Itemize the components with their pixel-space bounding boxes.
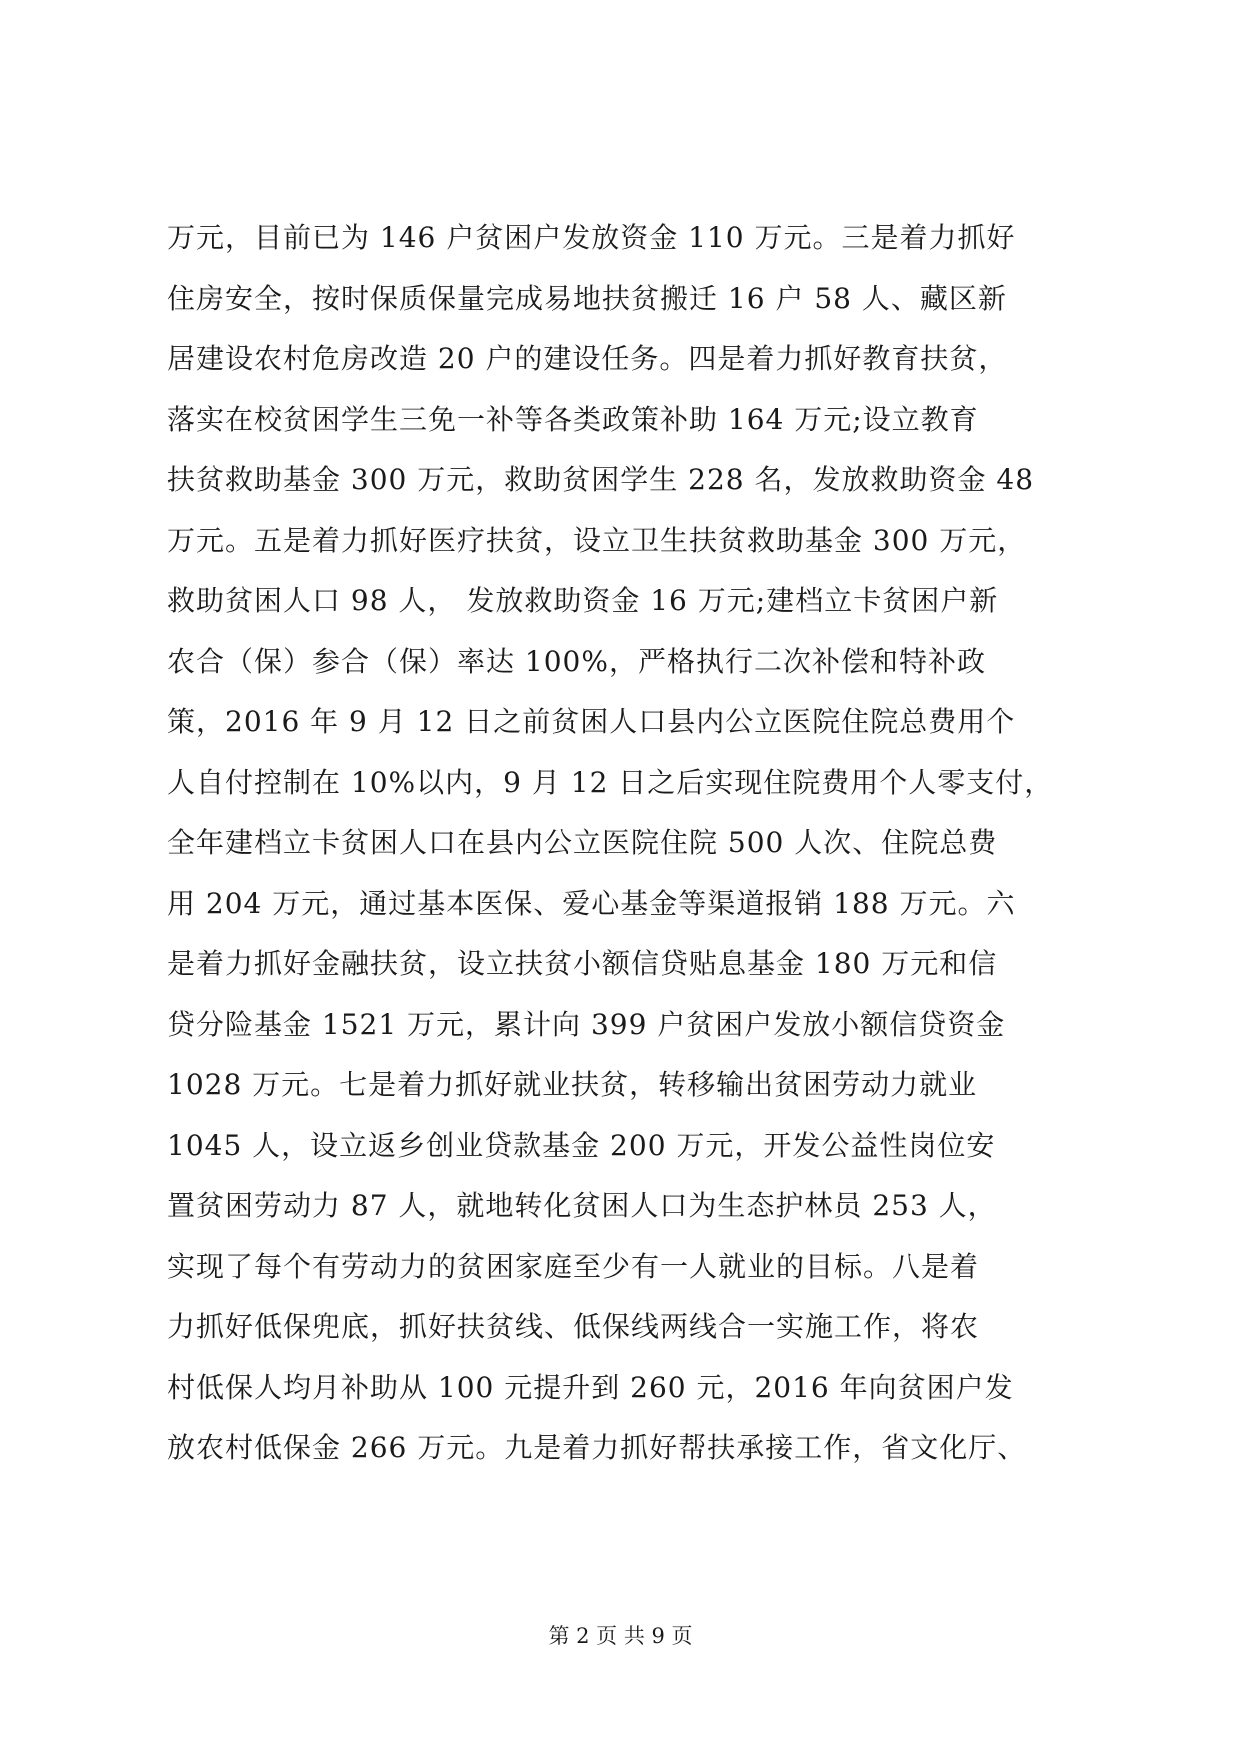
text-line: 救助贫困人口 98 人， 发放救助资金 16 万元;建档立卡贫困户新: [167, 584, 999, 617]
text-line: 是着力抓好金融扶贫，设立扶贫小额信贷贴息基金 180 万元和信: [167, 947, 998, 980]
text-line: 置贫困劳动力 87 人，就地转化贫困人口为生态护林员 253 人，: [167, 1189, 997, 1222]
text-line: 用 204 万元，通过基本医保、爱心基金等渠道报销 188 万元。六: [167, 886, 1016, 920]
text-line: 万元，目前已为 146 户贫困户发放资金 110 万元。三是着力抓好: [167, 221, 1016, 254]
text-line: 1045 人，设立返乡创业贷款基金 200 万元，开发公益性岗位安: [167, 1128, 996, 1162]
text-line: 住房安全，按时保质保量完成易地扶贫搬迁 16 户 58 人、藏区新: [167, 281, 1007, 315]
body-text: [167, 208, 1087, 1479]
text-line: 全年建档立卡贫困人口在县内公立医院住院 500 人次、住院总费: [167, 826, 998, 859]
text-line: 万元。五是着力抓好医疗扶贫，设立卫生扶贫救助基金 300 万元，: [167, 523, 1027, 557]
text-line: 策，2016 年 9 月 12 日之前贫困人口县内公立医院住院总费用个: [167, 705, 1016, 738]
text-line: 贷分险基金 1521 万元，累计向 399 户贫困户发放小额信贷资金: [167, 1007, 1006, 1041]
text-line: 村低保人均月补助从 100 元提升到 260 元，2016 年向贫困户发: [167, 1370, 1014, 1404]
text-line: 扶贫救助基金 300 万元，救助贫困学生 228 名，发放救助资金 48: [167, 463, 1035, 496]
text-line: 力抓好低保兜底，抓好扶贫线、低保线两线合一实施工作，将农: [167, 1310, 980, 1343]
text-line: 放农村低保金 266 万元。九是着力抓好帮扶承接工作，省文化厅、: [167, 1431, 1027, 1464]
text-line: 农合（保）参合（保）率达 100%，严格执行二次补偿和特补政: [167, 644, 986, 678]
page-number-footer: 第 2 页 共 9 页: [548, 1624, 693, 1648]
text-line: 1028 万元。七是着力抓好就业扶贫，转移输出贫困劳动力就业: [167, 1068, 978, 1101]
text-line: 居建设农村危房改造 20 户的建设任务。四是着力抓好教育扶贫，: [167, 342, 1008, 375]
text-line: 人自付控制在 10%以内，9 月 12 日之后实现住院费用个人零支付，: [167, 765, 1054, 799]
text-line: 实现了每个有劳动力的贫困家庭至少有一人就业的目标。八是着: [167, 1249, 980, 1283]
text-line: 落实在校贫困学生三免一补等各类政策补助 164 万元;设立教育: [167, 402, 979, 436]
